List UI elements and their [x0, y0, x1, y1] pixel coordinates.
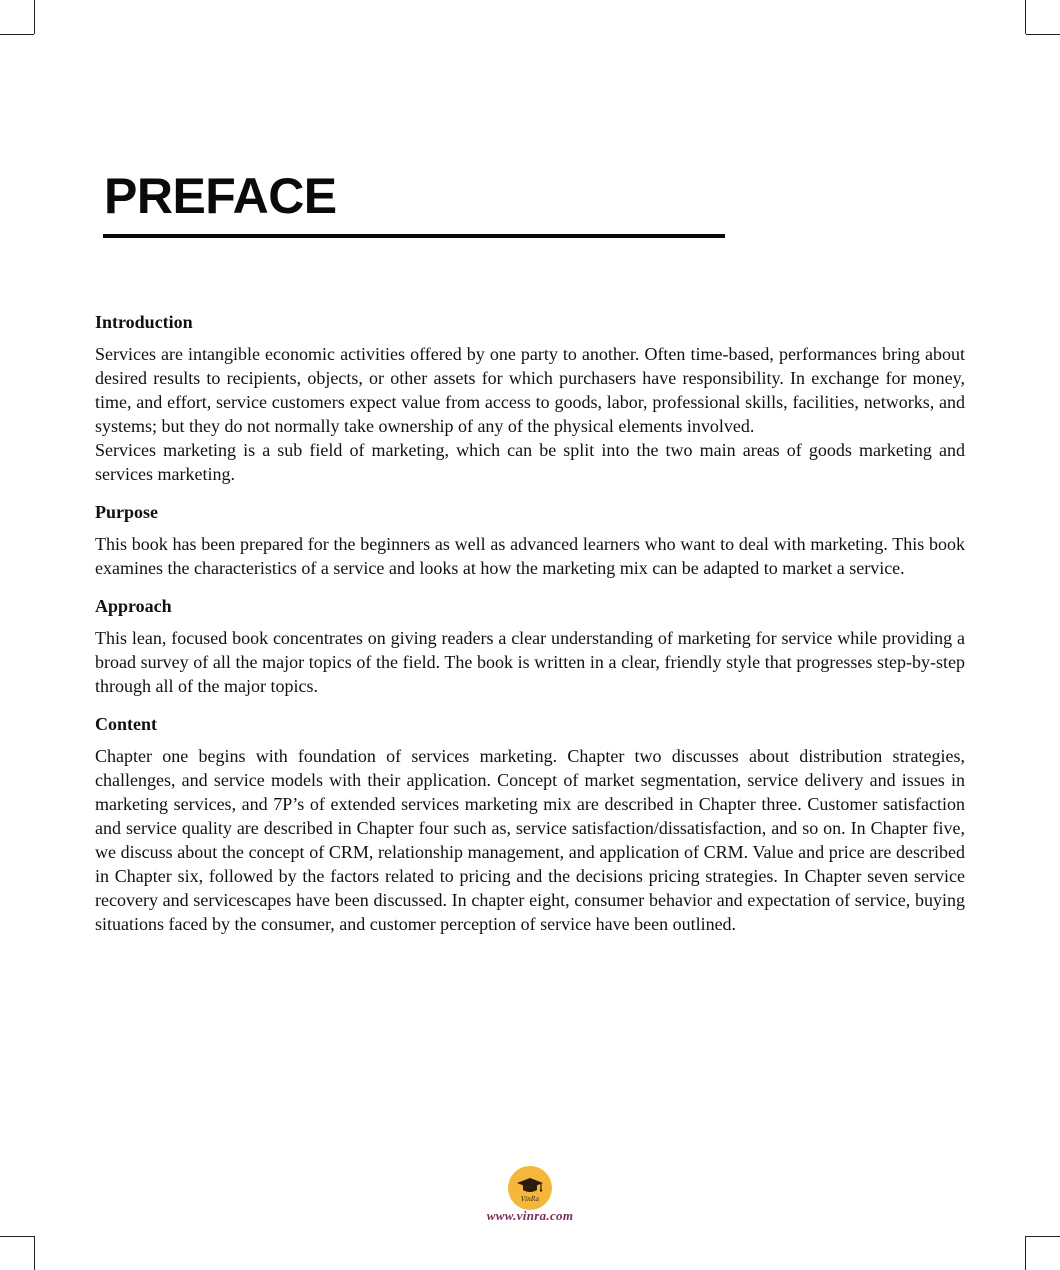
paragraph: Services are intangible economic activities offered by one party to another. Often time-based, performances bring about desired results to recipients, objects, or other assets for which purchasers have responsibility. In exchange for money, time, and effort, service customers expect value from access to goods, labor, professional skills, facilities, networks, and systems; but they do not normally take ownership of any of the physical elements involved.: [95, 344, 965, 436]
section-approach: [95, 594, 965, 698]
crop-mark-top-right-vertical: [1025, 0, 1026, 34]
logo-text: VinRa: [520, 1196, 540, 1203]
section-heading: Content: [95, 714, 157, 734]
section-heading: Purpose: [95, 502, 158, 522]
crop-mark-bottom-right-horizontal: [1026, 1236, 1060, 1237]
section-introduction: [95, 310, 965, 486]
section-purpose: [95, 500, 965, 580]
crop-mark-top-right-horizontal: [1026, 34, 1060, 35]
crop-mark-bottom-right-vertical: [1025, 1236, 1026, 1270]
page-title: PREFACE: [104, 168, 337, 224]
crop-mark-bottom-left-vertical: [34, 1236, 35, 1270]
crop-mark-top-left-horizontal: [0, 34, 34, 35]
paragraph: Services marketing is a sub field of marketing, which can be split into the two main areas of goods marketing and services marketing.: [95, 440, 965, 484]
crop-mark-bottom-left-horizontal: [0, 1236, 34, 1237]
title-underline: [103, 234, 725, 238]
paragraph: This book has been prepared for the beginners as well as advanced learners who want to deal with marketing. This book examines the characteristics of a service and looks at how the marketing mix can be adapted to market a service.: [95, 534, 965, 578]
paragraph: This lean, focused book concentrates on giving readers a clear understanding of marketing for service while providing a broad survey of all the major topics of the field. The book is written in a clear, friendly style that progresses step-by-step through all of the major topics.: [95, 628, 965, 696]
vinra-logo: [508, 1166, 552, 1210]
crop-mark-top-left-vertical: [34, 0, 35, 34]
graduation-cap-icon: [513, 1171, 547, 1205]
website-url[interactable]: www.vinra.com: [486, 1208, 574, 1223]
section-heading: Approach: [95, 596, 172, 616]
paragraph: Chapter one begins with foundation of services marketing. Chapter two discusses about distribution strategies, challenges, and service models with their application. Concept of market segmentation, service delivery and issues in marketing services, and 7P’s of extended services marketing mix are described in Chapter three. Customer satisfaction and service quality are described in Chapter four such as, service satisfaction/dissatisfaction, and so on. In Chapter five, we discuss about the concept of CRM, relationship management, and application of CRM. Value and price are described in Chapter six, followed by the factors related to pricing and the decisions pricing strategies. In Chapter seven service recovery and servicescapes have been discussed. In chapter eight, consumer behavior and expectation of service, buying situations faced by the consumer, and customer perception of service have been outlined.: [95, 746, 965, 934]
section-content: [95, 712, 965, 936]
preface-body: [95, 310, 965, 936]
section-heading: Introduction: [95, 312, 193, 332]
